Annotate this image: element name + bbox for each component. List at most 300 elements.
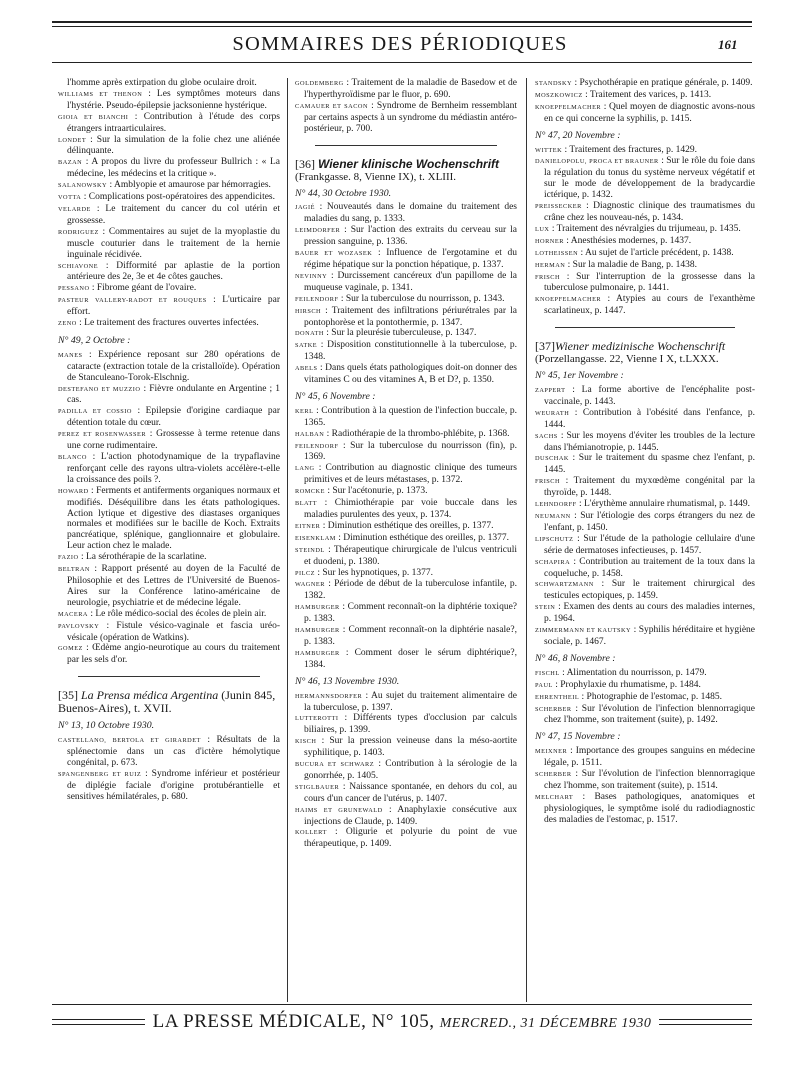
entry-author: CAMAUER ET SACON (295, 102, 369, 110)
entry-author: JAGIÉ (295, 204, 315, 212)
bibliography-entry (535, 408, 755, 431)
entry-author: PAUL (535, 681, 553, 689)
bibliography-entry (535, 272, 755, 295)
entry-author: HAIMS ET GRUNEWALD (295, 806, 383, 814)
bibliography-entry (535, 534, 755, 557)
entry-title: : Contribution à l'étude des corps étrangers intraarticulaires. (67, 111, 280, 134)
entry-title: : Comment reconnaît-on la diphtérie toxique? p. 1383. (304, 602, 517, 625)
bibliography-entry (295, 533, 517, 545)
entry-author: SACHS (535, 432, 558, 440)
issue-heading: N° 46, 13 Novembre 1930. (295, 675, 400, 687)
entry-title: : Prophylaxie du rhumatisme, p. 1484. (552, 679, 701, 690)
bibliography-entry (295, 521, 517, 533)
entry-title: : Psychothérapie en pratique générale, p. 1409. (572, 78, 753, 88)
entry-title: : Importance des groupes sanguins en médecine légale, p. 1511. (544, 746, 755, 769)
entry-title: : Résultats de la splénectomie dans un cas d'ictère hémolytique congénital, p. 673. (67, 735, 280, 768)
entry-list-top (535, 78, 755, 125)
bibliography-entry (295, 602, 517, 625)
journal-name: La Prensa médica Argentina (81, 688, 219, 703)
entry-author: SALANOWSKY (58, 182, 108, 190)
bibliography-entry (295, 486, 517, 498)
bibliography-entry (535, 385, 755, 408)
entry-title: : Complications post-opératoires des appendicites. (81, 192, 275, 203)
entry-title: : L'urticaire par effort. (67, 295, 280, 318)
entry-title: : Le traitement des fractures ouvertes infectées. (76, 318, 259, 329)
entry-title: : Sur la pression veineuse dans la méso-aortite syphilitique, p. 1403. (304, 736, 517, 759)
bibliography-entry (295, 579, 517, 602)
section-divider (78, 676, 260, 677)
entry-title: : Sur l'évolution de l'infection blennorragique chez l'homme, son traitement (suite), p. 1492. (544, 703, 755, 726)
entry-author: HALBAN (295, 430, 325, 438)
entry-title: : Atypies au cours de l'exanthème scarlatineux, p. 1447. (544, 294, 755, 317)
entry-author: MANES (58, 351, 83, 359)
bibliography-entry (58, 552, 280, 564)
bibliography-entry (295, 691, 517, 714)
entry-author: KOLLERT (295, 829, 327, 837)
entry-author: EHRENTHEIL (535, 693, 580, 701)
bibliography-entry (535, 453, 755, 476)
bibliography-entry (295, 463, 517, 486)
footer-date: MERCRED., 31 DÉCEMBRE 1930 (439, 1016, 652, 1031)
entry-author: STANDSKY (535, 80, 573, 87)
entry-author: WAGNER (295, 581, 325, 589)
entry-author: FEILENDORF (295, 442, 339, 450)
bibliography-entry (295, 271, 517, 294)
entry-author: LUX (535, 225, 550, 233)
entry-title: : Anaphylaxie consécutive aux injections de Claude, p. 1409. (304, 804, 517, 827)
bibliography-entry (295, 441, 517, 464)
entry-list-issue-47 (535, 145, 755, 318)
journal-title (58, 689, 280, 715)
journal-address: (Porzellangasse. 22, Vienne I X, t.LXXX. (535, 353, 719, 366)
bibliography-entry (295, 827, 517, 850)
entry-author: MOSZKOWICZ (535, 91, 583, 99)
entry-author: EITNER (295, 522, 321, 530)
entry-title: : Photographie de l'estomac, p. 1485. (579, 691, 723, 702)
entry-author: GOLDEMBERG (295, 80, 344, 87)
entry-title: : Comment reconnaît-on la diphtérie nasale?, p. 1383. (304, 625, 517, 647)
entry-author: SCHAPIRA (535, 558, 571, 566)
bibliography-entry (58, 486, 280, 552)
bibliography-entry (535, 792, 755, 826)
issue-heading: N° 47, 20 Novembre : (535, 129, 621, 141)
bibliography-entry (295, 340, 517, 363)
bibliography-entry (58, 564, 280, 609)
entry-title: : Sur l'étiologie des corps étrangers du nez de l'enfant, p. 1450. (544, 511, 755, 533)
entry-title: : Chimiothérapie par voie buccale dans les maladies purulentes des yeux, p. 1374. (304, 498, 517, 520)
entry-title: : Sur l'étude de la pathologie cellulaire d'une série de dermatoses infectieuses, p. 1457. (544, 533, 755, 556)
bibliography-entry (535, 156, 755, 201)
entry-author: STEINDL (295, 546, 325, 554)
entry-title: : Différents types d'occlusion par calculs biliaires, p. 1399. (304, 713, 517, 736)
entry-author: FRISCH (535, 273, 561, 281)
entry-author: STEIN (535, 604, 556, 612)
entry-author: HOWARD (58, 487, 89, 495)
entry-title: : Sur les hypnotiques, p. 1377. (315, 567, 433, 578)
bibliography-entry (535, 201, 755, 224)
entry-title: : Les symptômes moteurs dans l'hystérie. Pseudo-épilepsie jacksonienne hystérique. (67, 88, 280, 111)
bibliography-entry (535, 236, 755, 248)
footer (52, 1009, 752, 1035)
issue-heading: N° 46, 8 Novembre : (535, 652, 616, 664)
bibliography-entry (295, 805, 517, 828)
entry-author: HAMBURGER (295, 627, 340, 635)
bibliography-entry (295, 429, 517, 441)
entry-author: BAUER ET WOZASEK (295, 250, 373, 258)
footer-rule-right (659, 1019, 752, 1025)
journal-number: [35] (58, 688, 78, 703)
bibliography-entry (58, 350, 280, 384)
issue-heading: N° 49, 2 Octobre : (58, 334, 131, 346)
entry-list-issue-45 (295, 406, 517, 671)
journal-title (295, 158, 517, 171)
entry-author: BLATT (295, 500, 318, 508)
entry-author: PADILLA ET COSSIO (58, 408, 132, 416)
entry-title: : Sur la tuberculose du nourrisson, p. 1343. (338, 293, 505, 304)
bibliography-entry (58, 735, 280, 769)
entry-author: LIPSCHUTZ (535, 535, 574, 543)
bibliography-entry (535, 746, 755, 769)
entry-author: PEREZ ET ROSENWASSER (58, 431, 147, 439)
bibliography-entry (58, 112, 280, 135)
bibliography-entry (295, 782, 517, 805)
bibliography-entry (295, 294, 517, 306)
bibliography-entry (58, 180, 280, 192)
bibliography-entry (58, 609, 280, 621)
bibliography-entry (535, 602, 755, 625)
journal-name: Wiener medizinische Wochenschrift (555, 339, 726, 354)
entry-author: FAZIO (58, 554, 79, 562)
journal-number: [37] (535, 339, 555, 354)
journal-name: Wiener klinische Wochenschrift (318, 156, 500, 171)
entry-title: l'homme après extirpation du globe oculaire droit. (67, 78, 257, 88)
issue-heading: N° 47, 15 Novembre : (535, 731, 621, 743)
entry-title: : Commentaires au sujet de la myoplastie du muscle couturier dans le traitement de la hernie inguinale récidivée. (67, 226, 280, 260)
entry-title: : Oligurie et polyurie du point de vue thérapeutique, p. 1409. (304, 827, 517, 850)
entry-title: : Sur la pleurésie tuberculeuse, p. 1347. (323, 328, 477, 339)
bibliography-entry (58, 643, 280, 666)
bibliography-entry (535, 680, 755, 692)
bibliography-entry (58, 192, 280, 204)
column-divider (526, 78, 527, 1002)
bibliography-entry (535, 704, 755, 727)
entry-list-issue-46 (295, 691, 517, 851)
entry-title: : Disposition constitutionnelle à la tuberculose, p. 1348. (304, 340, 517, 363)
bibliography-entry (58, 78, 280, 89)
entry-author: SCHERBER (535, 705, 572, 713)
entry-title: : Expérience reposant sur 280 opérations de cataracte (extraction totale de la cristalloïde). Opération de Stanculeano-Torok-Elschnig. (67, 349, 280, 383)
entry-author: DANIELOPOLU, PROCA ET BRAUNER (535, 158, 659, 166)
footer-journal: LA PRESSE MÉDICALE, N° 105, (152, 1011, 435, 1032)
entry-author: MEIXNER (535, 748, 568, 756)
entry-title: : Contribution à la sérologie de la gonorrhée, p. 1405. (304, 759, 517, 781)
entry-author: BAZAN (58, 159, 83, 167)
column-divider (287, 78, 288, 1002)
entry-title: : Sur l'évolution de l'infection blennorragique chez l'homme, son traitement (suite), p. 1514. (544, 769, 755, 791)
bibliography-entry (295, 625, 517, 648)
bibliography-entry (535, 260, 755, 272)
entry-title: : L'action photodynamique de la trypaflavine renforçant celle des rayons ultra-violets accélère-t-elle la croissance des poils ?. (67, 452, 280, 485)
bibliography-entry (295, 363, 517, 386)
entry-title: : Sur les moyens d'éviter les troubles de la lecture dans l'hémianotropie, p. 1445. (544, 430, 755, 453)
issue-heading: N° 44, 30 Octobre 1930. (295, 187, 392, 199)
bibliography-entry (535, 224, 755, 236)
entry-title: : Comment doser le sérum diphtérique?, 1384. (304, 647, 517, 670)
footer-text (145, 1011, 660, 1033)
entry-title: : Contribution au diagnostic clinique des tumeurs primitives et de leurs métastases, p. 1372. (304, 463, 517, 486)
entry-title: : Grossesse à terme retenue dans une corne rudimentaire. (67, 429, 280, 452)
bibliography-entry (295, 568, 517, 580)
entry-title: : Alimentation du nourrisson, p. 1479. (559, 667, 707, 678)
entry-title: : Contribution au traitement de la toux dans la coqueluche, p. 1458. (544, 556, 755, 579)
entry-author: FRISCH (535, 478, 561, 486)
entry-title: : A propos du livre du professeur Bullrich : « La médecine, les médecins et la critique ». (67, 157, 280, 180)
entry-author: HAMBURGER (295, 604, 340, 612)
bibliography-entry (58, 204, 280, 227)
entry-title: : Traitement du myxœdème congénital par la thyroïde, p. 1448. (544, 476, 755, 499)
section-divider (555, 327, 735, 328)
bibliography-entry (535, 511, 755, 534)
section-divider (315, 145, 497, 146)
entry-title: : Fibrome géant de l'ovaire. (89, 283, 197, 294)
page-number: 161 (718, 37, 738, 52)
bibliography-entry (535, 78, 755, 90)
bibliography-entry (295, 406, 517, 429)
bibliography-entry (535, 579, 755, 602)
bibliography-entry (58, 261, 280, 284)
entry-title: : Quel moyen de diagnostic avons-nous en ce qui concerne la syphilis, p. 1415. (544, 101, 755, 124)
bibliography-entry (295, 202, 517, 225)
column-right (535, 78, 755, 1002)
entry-author: DONATH (295, 330, 324, 338)
bibliography-entry (535, 769, 755, 792)
bibliography-entry (295, 225, 517, 248)
bibliography-entry (58, 227, 280, 261)
bibliography-entry (58, 295, 280, 318)
bibliography-entry (535, 294, 755, 317)
entry-title: : Examen des dents au cours des maladies internes, p. 1964. (544, 602, 755, 625)
entry-title: : Période de début de la tuberculose infantile, p. 1382. (304, 579, 517, 602)
entry-author: PASTEUR VALLERY-RADOT ET ROUQUES (58, 297, 207, 305)
entry-title: : Traitement des fractures, p. 1429. (562, 144, 697, 155)
entry-title: : Rapport présenté au doyen de la Faculté de Philosophie et des Lettres de l'Université de Buenos-Aires sur la Conférence latino-américaine de neurologie, psychiatrie et de médecine légale. (67, 564, 280, 608)
entry-title: : Sur l'interruption de la grossesse dans la tuberculose pulmonaire, p. 1441. (544, 271, 755, 294)
bibliography-entry (535, 692, 755, 704)
bibliography-entry (535, 668, 755, 680)
bibliography-entry (58, 135, 280, 158)
bibliography-entry (58, 89, 280, 112)
entry-author: LONDET (58, 136, 87, 144)
entry-author: ROMCKE (295, 488, 325, 496)
entry-author: FISCHL (535, 669, 560, 677)
issue-heading: N° 45, 6 Novembre : (295, 390, 376, 402)
journal-block-36 (295, 158, 517, 183)
entry-list-top (58, 78, 280, 330)
entry-list-issue-47-15 (535, 746, 755, 825)
entry-list-issue-13 (58, 735, 280, 802)
entry-title: : Le traitement du cancer du col utérin et grossesse. (67, 203, 280, 226)
bibliography-entry (295, 101, 517, 135)
entry-title: : Traitement des infiltrations périurétrales par la pontophorèse et la pontothermie, p. 1347. (304, 305, 517, 328)
column-middle (295, 78, 517, 1002)
entry-author: PILCZ (295, 569, 315, 577)
bibliography-entry (295, 78, 517, 101)
journal-address: (Junin 845, Buenos-Aires), t. XVII. (58, 688, 276, 716)
entry-title: : Thérapeutique chirurgicale de l'ulcus ventriculi et duodeni, p. 1380. (304, 544, 517, 567)
entry-title: : Sur l'action des extraits du cerveau sur la pression sanguine, p. 1336. (304, 225, 517, 248)
entry-author: GOMEZ (58, 645, 83, 653)
entry-author: FEILENDORF (295, 295, 339, 303)
entry-author: BELTRAN (58, 566, 90, 574)
entry-author: PAVLOVSKY (58, 622, 100, 630)
entry-author: SCHWARTZMANN (535, 581, 594, 589)
entry-author: GIOIA ET BIANCHI (58, 113, 129, 121)
entry-author: MELCHART (535, 793, 574, 801)
entry-author: HERMAN (535, 261, 566, 269)
bibliography-entry (295, 648, 517, 671)
entry-author: ABELS (295, 365, 318, 373)
entry-title: : Durcissement cancéreux d'un papillome de la muqueuse vaginale, p. 1341. (304, 270, 517, 293)
entry-list-issue-46 (535, 668, 755, 727)
entry-title: : Diagnostic clinique des traumatismes du crâne chez les nouveau-nés, p. 1434. (544, 201, 755, 223)
entry-title: : Sur le rôle du foie dans la régulation du tonus du système nerveux végétatif et sur le mode de développement de la bradycardie ictérique, p. 1432. (544, 156, 755, 201)
journal-number: [36] (295, 156, 315, 171)
journal-block-37 (535, 340, 755, 365)
entry-title: : Sur l'acétonurie, p. 1373. (324, 486, 428, 497)
entry-title: : La forme abortive de l'encéphalite post-vaccinale, p. 1443. (544, 385, 755, 407)
entry-title: : Traitement des névralgies du trijumeau, p. 1435. (549, 223, 741, 234)
entry-author: KISCH (295, 738, 317, 746)
entry-author: VOTTA (58, 194, 82, 202)
footer-rule (52, 1004, 752, 1005)
entry-author: STIGLBAUER (295, 783, 340, 791)
entry-title: : Dans quels états pathologiques doit-on donner des vitamines C ou des vitamines A, B et D?, p. 1350. (304, 363, 517, 386)
entry-title: : Anesthésies modernes, p. 1437. (563, 235, 692, 246)
bibliography-entry (295, 328, 517, 340)
bibliography-entry (58, 283, 280, 295)
entry-title: : Diminution esthétique des oreilles, p. 1377. (335, 532, 509, 543)
bibliography-entry (295, 545, 517, 568)
entry-author: WILLIAMS ET THENON (58, 90, 143, 98)
entry-author: KNOEPFELMACHER (535, 296, 602, 304)
entry-author: NEVINNY (295, 272, 328, 280)
bibliography-entry (58, 429, 280, 452)
bibliography-entry (58, 318, 280, 330)
entry-list-issue-44 (295, 202, 517, 386)
bibliography-entry (58, 452, 280, 486)
bibliography-entry (58, 769, 280, 803)
entry-author: ZIMMERMANN ET KAUTSKY (535, 627, 632, 635)
entry-author: KNOEPFELMACHER (535, 103, 602, 111)
entry-author: NEUMANN (535, 513, 571, 520)
bibliography-entry (535, 557, 755, 580)
entry-title: : Diminution esthétique des oreilles, p. 1377. (320, 520, 494, 531)
entry-title: : Contribution à la question de l'infection buccale, p. 1365. (304, 405, 517, 428)
entry-author: SATKE (295, 342, 318, 350)
journal-block-35 (58, 689, 280, 715)
bibliography-entry (295, 713, 517, 736)
entry-title: : La sérothérapie de la scarlatine. (78, 552, 207, 563)
entry-title: : L'érythème annulaire rhumatismal, p. 1449. (576, 499, 751, 510)
entry-title: : Epilepsie d'origine cardiaque par détention totale du cœur. (67, 406, 280, 429)
page-title: SOMMAIRES DES PÉRIODIQUES (232, 33, 568, 55)
entry-author: WEURATH (535, 409, 570, 417)
footer-rule-left (52, 1019, 145, 1025)
entry-title: : Amblyopie et amaurose par hémorragies. (107, 180, 271, 191)
entry-author: HORNER (535, 237, 564, 245)
entry-author: LANG (295, 465, 315, 473)
bibliography-entry (535, 248, 755, 260)
entry-title: : Syndrome inférieur et postérieur de diplégie faciale d'origine protubérantielle et sensitives hémilatérales, p. 680. (67, 768, 280, 802)
entry-title: : Bases pathologiques, anatomiques et physiologiques, le symptôme isolé du radiodiagnostic des maladies de l'estomac, p. 1517. (544, 791, 755, 825)
entry-title: : Sur le traitement chirurgical des testicules ectopiques, p. 1459. (544, 579, 755, 602)
bibliography-entry (535, 90, 755, 102)
entry-author: LOTHEISSEN (535, 249, 579, 257)
header-double-rule-thin (52, 26, 752, 27)
entry-author: ZAPPERT (535, 387, 566, 395)
entry-title: : Sur la simulation de la folie chez une aliénée délinquante. (67, 134, 280, 157)
entry-title: : Au sujet du traitement alimentaire de la tuberculose, p. 1397. (304, 690, 517, 713)
entry-author: RODRIGUEZ (58, 228, 99, 236)
entry-title: : Sur la tuberculose du nourrisson (fin), p. 1369. (304, 440, 517, 463)
entry-title: : Ferments et antiferments organiques normaux et modifiés. Déséquilibre dans les états pathologiques. Action lytique et digestive des diastases organiques normales et modifiées sur le bacille de Koch. Extraits pancréatique, splénique, ganglionnaire et globulaire. Leur action chez le malade. (67, 485, 280, 552)
bibliography-entry (535, 499, 755, 511)
entry-author: CASTELLANO, BERTOLA ET GIRARDET (58, 737, 201, 745)
entry-title: : Au sujet de l'article précédent, p. 1438. (578, 247, 734, 258)
entry-author: HAMBURGER (295, 649, 340, 657)
entry-author: DESTEFANO ET MUZZIO (58, 385, 141, 393)
entry-author: LEHNDORFF (535, 501, 577, 509)
entry-list-top (295, 78, 517, 135)
entry-author: LEIMDORFER (295, 227, 341, 235)
entry-list-issue-49 (58, 350, 280, 666)
entry-author: SCHIAVONE (58, 262, 99, 270)
entry-author: MACERA (58, 610, 88, 618)
bibliography-entry (58, 157, 280, 180)
entry-author: KERL (295, 407, 314, 415)
issue-heading: N° 45, 1er Novembre : (535, 370, 624, 382)
bibliography-entry (535, 145, 755, 157)
entry-author: ZENO (58, 320, 77, 328)
entry-author: PREISSECKER (535, 203, 582, 211)
entry-author: BUCURA ET SCHWARZ (295, 761, 375, 769)
entry-title: : Syphilis héréditaire et hygiène sociale, p. 1467. (544, 625, 755, 647)
bibliography-entry (295, 306, 517, 329)
entry-author: WITTEK (535, 146, 563, 154)
entry-title: : Fièvre ondulante en Argentine ; 1 cas. (67, 383, 280, 406)
journal-address: (Frankgasse. 8, Vienne IX), t. XLIII. (295, 170, 457, 183)
bibliography-entry (535, 102, 755, 125)
entry-author: SCHERBER (535, 771, 572, 779)
bibliography-entry (535, 625, 755, 648)
bibliography-entry (535, 431, 755, 454)
entry-title: : Influence de l'ergotamine et du régime hépatique sur la ponction hépatique, p. 1337. (304, 248, 517, 270)
entry-title: : Sur le traitement du spasme chez l'enfant, p. 1445. (544, 453, 755, 476)
entry-title: : Syndrome de Bernheim ressemblant par certains aspects à un syndrome du médiastin antéro-postérieur, p. 700. (304, 100, 517, 134)
entry-title: : Œdème angio-neurotique au cours du traitement par les sels d'or. (67, 643, 280, 666)
entry-title: : Contribution à l'obésité dans l'enfance, p. 1444. (544, 407, 755, 430)
entry-author: HERMANNSDORFER (295, 692, 363, 700)
bibliography-entry (295, 759, 517, 782)
entry-title: : Traitement des varices, p. 1413. (582, 89, 712, 100)
entry-title: : Le rôle médico-social des écoles de plein air. (87, 608, 267, 619)
entry-title: : Naissance spontanée, en dehors du col, au cours d'un cancer de l'utérus, p. 1407. (304, 781, 517, 804)
bibliography-entry (58, 384, 280, 407)
header-rule (52, 62, 752, 63)
journal-title (535, 340, 755, 353)
bibliography-entry (295, 498, 517, 521)
entry-author: DUSCHAK (535, 455, 569, 463)
